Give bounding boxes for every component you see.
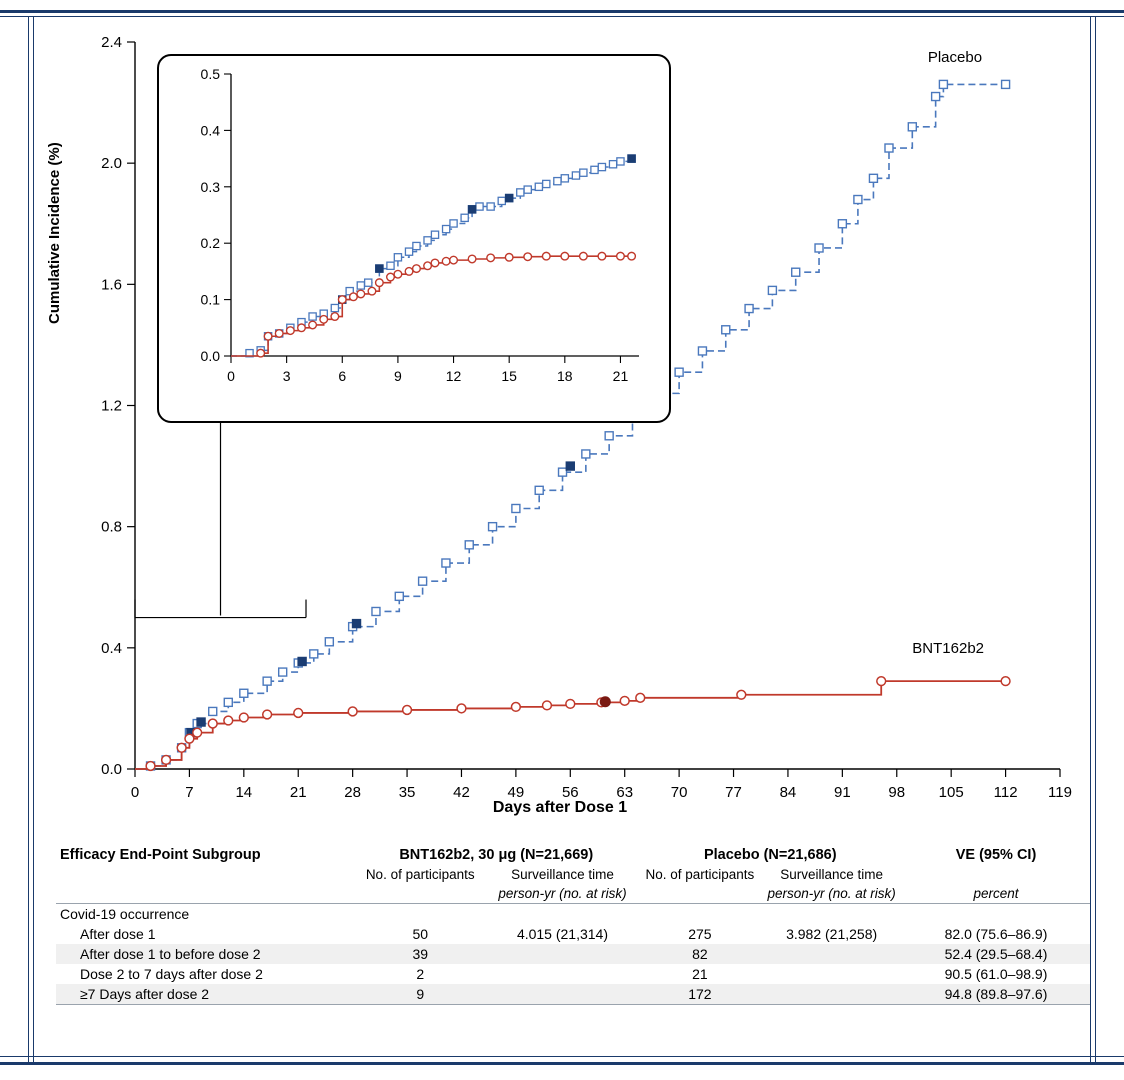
- frame-rule-right-inner: [1090, 16, 1091, 1062]
- table-group-label: Covid-19 occurrence: [60, 906, 190, 922]
- table-row: [56, 924, 1090, 944]
- table-group-row: [56, 904, 1090, 925]
- row-bnt-surveillance: [486, 964, 638, 984]
- row-placebo-participants: 172: [688, 986, 712, 1002]
- col-header-placebo: Placebo (N=21,686): [703, 847, 837, 863]
- svg-text:2.0: 2.0: [101, 155, 122, 173]
- svg-text:14: 14: [235, 784, 253, 801]
- row-label: After dose 1: [80, 926, 156, 942]
- table-body: [56, 904, 1090, 1005]
- row-bnt-participants: 2: [416, 966, 425, 982]
- svg-text:56: 56: [561, 784, 579, 801]
- svg-text:9: 9: [394, 368, 402, 384]
- svg-text:49: 49: [507, 784, 525, 801]
- row-label: Dose 2 to 7 days after dose 2: [80, 966, 263, 982]
- row-placebo-surveillance: [761, 944, 902, 964]
- subheader-bnt-units: person-yr (no. at risk): [498, 886, 627, 901]
- row-bnt-surveillance: [486, 984, 638, 1005]
- row-placebo-surveillance: [761, 964, 902, 984]
- svg-text:0.8: 0.8: [101, 518, 122, 536]
- row-ve: 82.0 (75.6–86.9): [944, 926, 1048, 942]
- y-axis-title: Cumulative Incidence (%): [46, 142, 63, 324]
- svg-text:0.1: 0.1: [200, 291, 220, 308]
- row-placebo-participants: 275: [688, 926, 712, 942]
- inset-panel: [157, 54, 671, 423]
- row-bnt-participants: 50: [412, 926, 429, 942]
- svg-text:119: 119: [1048, 784, 1072, 801]
- x-axis-title: Days after Dose 1: [492, 799, 628, 816]
- svg-text:6: 6: [338, 368, 347, 384]
- svg-text:0.0: 0.0: [101, 761, 122, 778]
- svg-text:0.4: 0.4: [101, 639, 122, 657]
- svg-text:0: 0: [227, 368, 235, 384]
- row-label: After dose 1 to before dose 2: [80, 946, 261, 962]
- svg-text:1.6: 1.6: [101, 276, 122, 294]
- table-row: [56, 944, 1090, 964]
- svg-text:0.0: 0.0: [200, 348, 220, 364]
- svg-text:0.5: 0.5: [200, 66, 220, 82]
- frame-rule-top: [0, 10, 1124, 13]
- svg-text:0.2: 0.2: [200, 235, 220, 252]
- row-placebo-surveillance: 3.982 (21,258): [786, 926, 878, 942]
- svg-text:42: 42: [453, 784, 470, 801]
- row-placebo-participants: 21: [692, 966, 708, 982]
- row-label: ≥7 Days after dose 2: [80, 986, 210, 1002]
- row-bnt-surveillance: 4.015 (21,314): [516, 926, 609, 942]
- svg-text:35: 35: [398, 784, 416, 801]
- svg-text:0.4: 0.4: [200, 122, 220, 139]
- col-header-subgroup: Efficacy End-Point Subgroup: [60, 847, 261, 863]
- col-header-ve: VE (95% CI): [955, 847, 1037, 863]
- subheader-placebo-units: person-yr (no. at risk): [767, 886, 896, 901]
- svg-text:91: 91: [834, 784, 851, 801]
- svg-text:70: 70: [670, 784, 688, 801]
- results-table: [28, 845, 1090, 1005]
- svg-text:0: 0: [130, 784, 140, 801]
- frame-rule-bottom: [0, 1062, 1124, 1065]
- frame-rule-bottom-thin: [0, 1056, 1124, 1057]
- svg-text:3: 3: [282, 368, 291, 384]
- kaplan-meier-chart: [40, 24, 1080, 834]
- row-placebo-surveillance: [761, 984, 902, 1005]
- svg-text:21: 21: [612, 368, 629, 384]
- row-bnt-participants: 9: [416, 986, 425, 1002]
- svg-text:63: 63: [616, 784, 634, 801]
- svg-text:7: 7: [185, 784, 194, 801]
- svg-text:1.2: 1.2: [101, 397, 122, 415]
- svg-text:98: 98: [888, 784, 906, 801]
- svg-text:84: 84: [779, 784, 797, 801]
- subheader-placebo-surveillance: Surveillance time: [780, 867, 884, 882]
- svg-text:28: 28: [344, 784, 361, 801]
- subheader-placebo-participants: No. of participants: [645, 867, 755, 882]
- row-ve: 52.4 (29.5–68.4): [944, 946, 1048, 962]
- svg-text:112: 112: [993, 784, 1018, 801]
- row-bnt-surveillance: [486, 944, 638, 964]
- svg-text:15: 15: [501, 368, 517, 384]
- svg-text:77: 77: [725, 784, 742, 801]
- table-row: [56, 984, 1090, 1005]
- table-row: [56, 964, 1090, 984]
- svg-text:2.4: 2.4: [101, 34, 122, 51]
- frame-rule-right: [1095, 16, 1096, 1062]
- row-placebo-participants: 82: [692, 946, 708, 962]
- inset-canvas: [159, 56, 665, 417]
- row-ve: 94.8 (89.8–97.6): [944, 986, 1048, 1002]
- subheader-bnt-participants: No. of participants: [365, 867, 475, 882]
- col-header-bnt: BNT162b2, 30 μg (N=21,669): [399, 847, 594, 863]
- svg-text:21: 21: [289, 784, 307, 801]
- svg-text:12: 12: [445, 368, 462, 384]
- frame-rule-top-thin: [0, 16, 1124, 17]
- svg-text:18: 18: [557, 368, 573, 384]
- svg-text:105: 105: [938, 784, 964, 801]
- row-ve: 90.5 (61.0–98.9): [944, 966, 1048, 982]
- svg-text:0.3: 0.3: [200, 178, 220, 195]
- series-label-placebo: Placebo: [927, 49, 983, 67]
- row-bnt-participants: 39: [412, 946, 429, 962]
- subheader-bnt-surveillance: Surveillance time: [511, 867, 614, 882]
- subheader-ve-units: percent: [973, 886, 1019, 901]
- series-label-bnt162b2: BNT162b2: [912, 639, 985, 657]
